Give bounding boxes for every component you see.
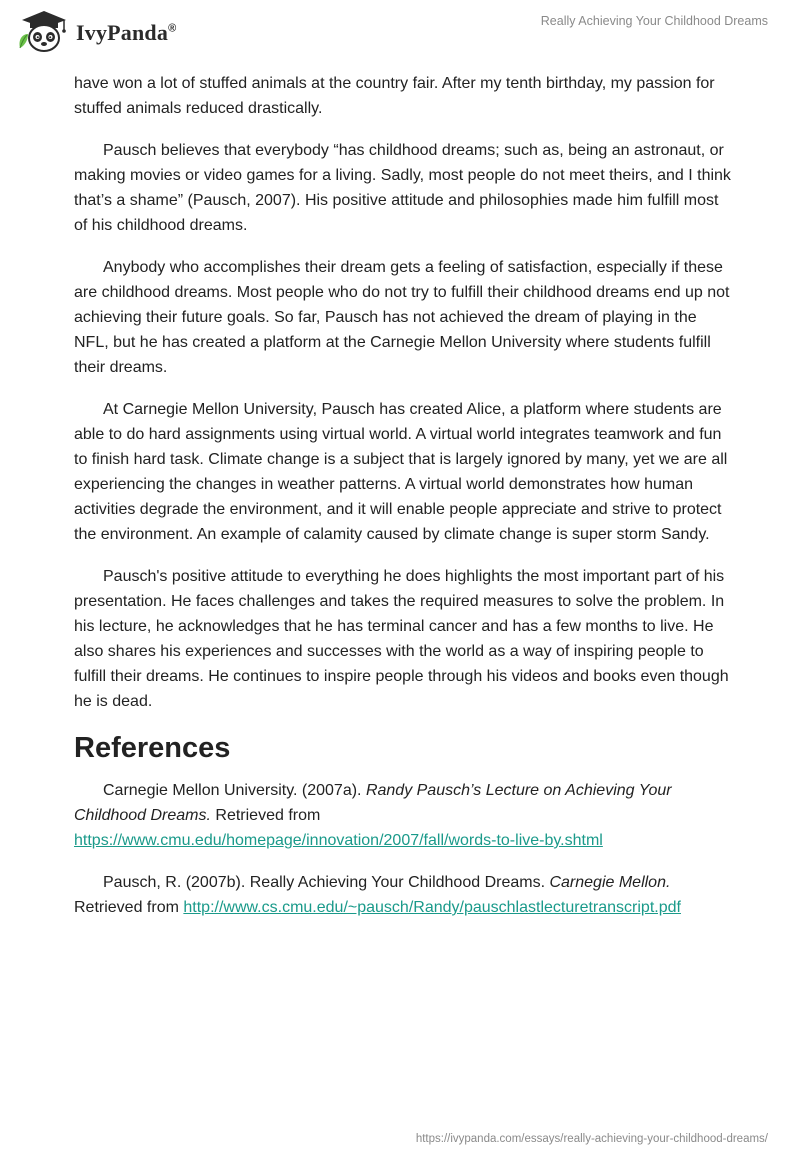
essay-content bbox=[74, 71, 734, 937]
page-header bbox=[0, 0, 800, 70]
paragraph-2: Pausch believes that everybody “has childhood dreams; such as, being an astronaut, or making movies or video games for a living. Sadly, most people do not meet theirs, and I think that’s a shame” (Pausch, 2007). His positive attitude and philosophies made him fulfill most of his childhood dreams. bbox=[74, 142, 731, 234]
brand-name: IvyPanda® bbox=[76, 20, 177, 45]
reference-text: Retrieved from bbox=[210, 807, 321, 824]
reference-item bbox=[74, 778, 734, 853]
footer-url: https://ivypanda.com/essays/really-achieving-your-childhood-dreams/ bbox=[415, 1133, 768, 1145]
reference-link[interactable]: https://www.cmu.edu/homepage/innovation/2007/fall/words-to-live-by.shtml bbox=[74, 832, 603, 849]
ivypanda-logo[interactable] bbox=[14, 8, 176, 54]
reference-title: Carnegie Mellon. bbox=[549, 874, 671, 891]
reference-text: Retrieved from bbox=[74, 899, 184, 916]
reference-text: Pausch, R. (2007b). Really Achieving Your Childhood Dreams. bbox=[103, 874, 550, 891]
paragraph-5: Pausch's positive attitude to everything he does highlights the most important part of his presentation. He faces challenges and takes the required measures to solve the problem. In his lecture, he acknowledges that he has terminal cancer and has a few months to live. He also shares his experiences and successes with the world as a way of inspiring people to fulfill their dreams. He continues to inspire people through his videos and books even though he is dead. bbox=[74, 568, 729, 710]
paragraph-4: At Carnegie Mellon University, Pausch has created Alice, a platform where students are able to do hard assignments using virtual world. A virtual world integrates teamwork and fun to finish hard task. Climate change is a subject that is largely ignored by many, yet we are all experiencing the changes in weather patterns. A virtual world demonstrates how human activities degrade the environment, and it will enable people appreciate and strive to protect the environment. An example of calamity caused by climate change is super storm Sandy. bbox=[74, 401, 728, 543]
reference-link[interactable]: http://www.cs.cmu.edu/~pausch/Randy/pauschlastlecturetranscript.pdf bbox=[183, 899, 681, 916]
document-title: Really Achieving Your Childhood Dreams bbox=[540, 14, 768, 28]
references-heading: References bbox=[74, 732, 231, 764]
paragraph-3: Anybody who accomplishes their dream gets a feeling of satisfaction, especially if these are childhood dreams. Most people who do not try to fulfill their childhood dreams end up not achieving their future goals. So far, Pausch has not achieved the dream of playing in the NFL, but he has created a platform at the Carnegie Mellon University where students fulfill their dreams. bbox=[74, 259, 730, 376]
reference-title: Randy Pausch’s Lecture on Achieving Your Childhood Dreams. bbox=[74, 782, 672, 824]
reference-item bbox=[74, 870, 734, 920]
reference-text: Carnegie Mellon University. (2007a). bbox=[103, 782, 366, 799]
panda-graduate-icon bbox=[14, 8, 70, 54]
paragraph-1: have won a lot of stuffed animals at the country fair. After my tenth birthday, my passion for stuffed animals reduced drastically. bbox=[74, 75, 715, 117]
registered-mark: ® bbox=[168, 22, 177, 35]
